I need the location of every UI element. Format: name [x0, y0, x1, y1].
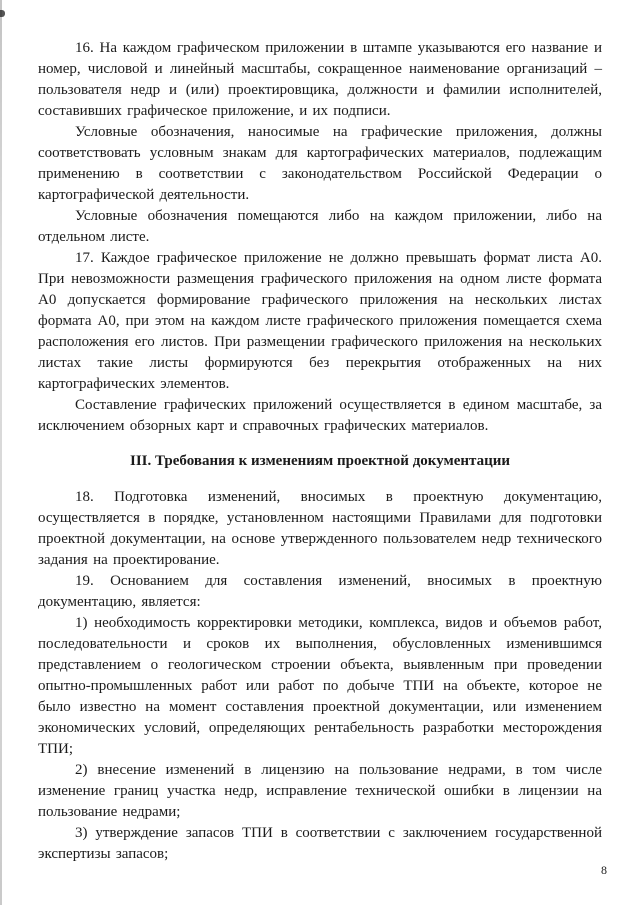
list-item-1: 1) необходимость корректировки методики, комплекса, видов и объемов работ, последовательности и сроков их выполнения, обусловленных изменившимся представлением о геологическом строении объекта, выявленным при проведении опытно-промышленных работ или работ по добыче ТПИ на объекте, которое не было известно на момент составления проектной документации, или изменением экономических условий, определяющих рентабельность разработки месторождения ТПИ;: [38, 615, 602, 757]
paragraph-18: 18. Подготовка изменений, вносимых в проектную документацию, осуществляется в порядке, установленном настоящими Правилами для подготовки проектной документации, на основе утвержденного пользователем недр технического задания на проектирование.: [38, 489, 602, 568]
paragraph-16: 16. На каждом графическом приложении в штампе указываются его название и номер, числовой и линейный масштабы, сокращенное наименование организаций – пользователя недр и (или) проектировщика, должности и фамилии исполнителей, составивших графическое приложение, и их подписи.: [38, 40, 602, 119]
paragraph-legend-placement: Условные обозначения помещаются либо на каждом приложении, либо на отдельном листе.: [38, 208, 602, 245]
list-item-2: 2) внесение изменений в лицензию на пользование недрами, в том числе изменение границ участка недр, исправление технической ошибки в лицензии на пользование недрами;: [38, 762, 602, 820]
page-number: 8: [601, 863, 607, 877]
paragraph-legend-requirements: Условные обозначения, наносимые на графические приложения, должны соответствовать условным знакам для картографических материалов, подлежащим применению в соответствии с законодательством Российской Федерации о картографической деятельности.: [38, 124, 602, 203]
paragraph-19: 19. Основанием для составления изменений, вносимых в проектную документацию, является:: [38, 573, 602, 610]
section-heading-iii: III. Требования к изменениям проектной документации: [129, 453, 511, 469]
scan-speck-artifact: [0, 10, 5, 17]
paragraph-single-scale: Составление графических приложений осуществляется в едином масштабе, за исключением обзорных карт и справочных графических материалов.: [38, 397, 602, 434]
scan-edge-artifact: [0, 0, 2, 905]
document-body: [38, 38, 602, 865]
list-item-3: 3) утверждение запасов ТПИ в соответствии с заключением государственной экспертизы запасов;: [38, 825, 602, 862]
paragraph-17: 17. Каждое графическое приложение не должно превышать формат листа А0. При невозможности размещения графического приложения на одном листе формата А0 допускается формирование графического приложения на нескольких листах формата А0, при этом на каждом листе графического приложения помещается схема расположения его листов. При размещении графического приложения на нескольких листах такие листы формируются без перекрытия отображенных на них картографических элементов.: [38, 250, 602, 392]
